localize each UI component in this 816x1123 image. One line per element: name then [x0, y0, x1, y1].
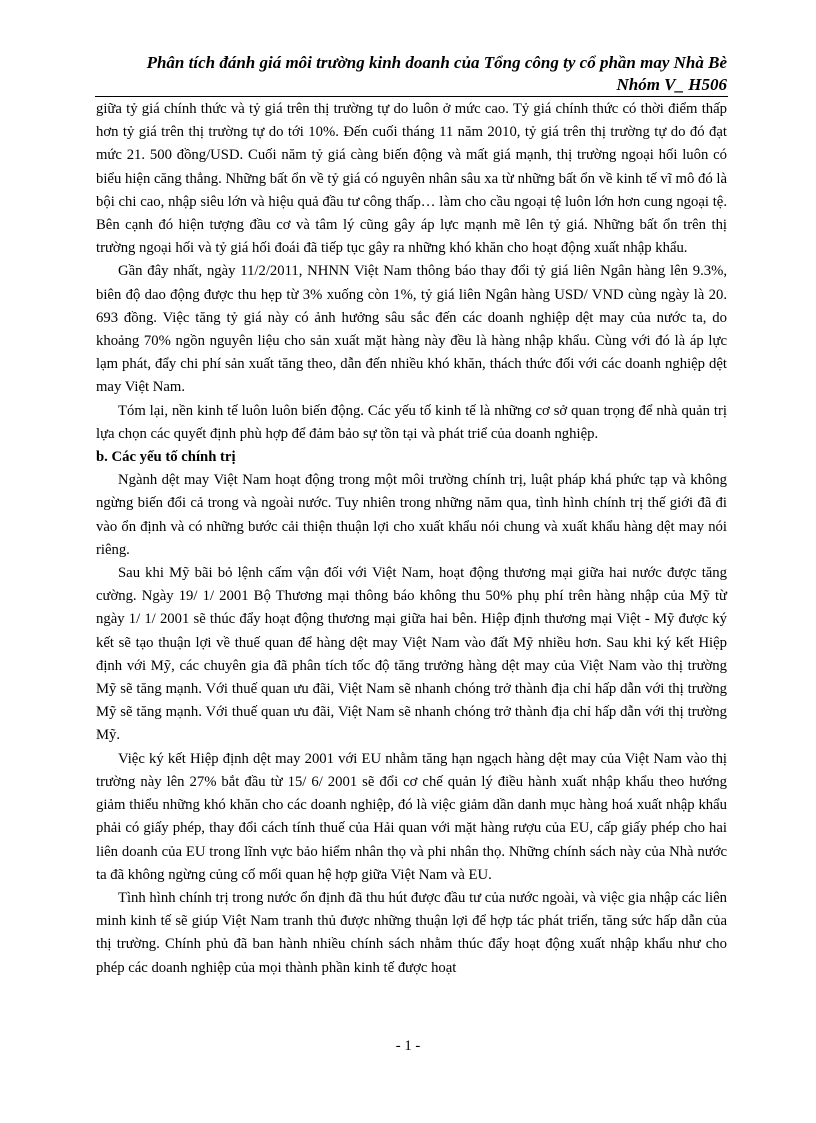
page-header: [96, 52, 727, 96]
header-group: Nhóm V_ H506: [616, 75, 727, 94]
section-heading-politics: b. Các yếu tố chính trị: [96, 449, 236, 466]
header-rule: [95, 96, 728, 97]
paragraph-domestic-politics: Tình hình chính trị trong nước ổn định đã thu hút được đầu tư của nước ngoài, và việc gia nhập các liên minh kinh tế sẽ giúp Việt Nam tranh thủ được những thuận lợi để hợp tác phát triển, tăng sức hấp dẫn của thị trường. Chính phủ đã ban hành nhiều chính sách nhằm thúc đẩy hoạt động xuất nhập khẩu như cho phép các doanh nghiệp của mọi thành phần kinh tế được hoạt: [96, 889, 727, 976]
paragraph-summary: Tóm lại, nền kinh tế luôn luôn biến động. Các yếu tố kinh tế là những cơ sở quan trọng để nhà quản trị lựa chọn các quyết định phù hợp để đảm bảo sự tồn tại và phát triể của doanh nghiệp.: [96, 402, 727, 442]
header-title: Phân tích đánh giá môi trường kinh doanh của Tổng công ty cổ phần may Nhà Bè: [146, 53, 727, 72]
paragraph-eu-agreement: Việc ký kết Hiệp định dệt may 2001 với EU nhằm tăng hạn ngạch hàng dệt may của Việt Nam vào thị trường này lên 27% bắt đầu từ 15/ 6/ 2001 sẽ đổi cơ chế quản lý điều hành xuất nhập khẩu theo hướng giảm thiểu những khó khăn cho các doanh nghiệp, đó là việc giảm dần danh mục hàng hoá xuất nhập khẩu phải có giấy phép, thay đổi cách tính thuế của Hải quan với mặt hàng rượu của EU, cấp giấy phép cho hai liên doanh của EU trong lĩnh vực bảo hiểm nhân thọ và phi nhân thọ. Những chính sách này của Nhà nước ta đã không ngừng củng cố mối quan hệ hợp giữa Việt Nam và EU.: [96, 750, 727, 883]
document-body: [96, 98, 727, 980]
page-number: - 1 -: [395, 1038, 421, 1054]
paragraph-us-trade: Sau khi Mỹ bãi bỏ lệnh cấm vận đối với Việt Nam, hoạt động thương mại giữa hai nước được tăng cường. Ngày 19/ 1/ 2001 Bộ Thương mại thông báo không thu 50% phụ phí trên hàng nhập của Mỹ từ ngày 1/ 1/ 2001 sẽ thúc đẩy hoạt động thương mại giữa hai bên. Hiệp định thương mại Việt - Mỹ được ký kết sẽ tạo thuận lợi về thuế quan để hàng dệt may Việt Nam vào đất Mỹ nhiều hơn. Sau khi ký kết Hiệp định với Mỹ, các chuyên gia đã phân tích tốc độ tăng trưởng hàng dệt may của Việt Nam vào thị trường Mỹ sẽ tăng mạnh. Với thuế quan ưu đãi, Việt Nam sẽ nhanh chóng trở thành địa chỉ hấp dẫn với thị trường Mỹ sẽ tăng mạnh. Với thuế quan ưu đãi, Việt Nam sẽ nhanh chóng trở thành địa chỉ hấp dẫn với thị trường Mỹ.: [96, 565, 727, 744]
paragraph-politics-intro: Ngành dệt may Việt Nam hoạt động trong một môi trường chính trị, luật pháp khá phức tạp và không ngừng biến đổi cả trong và ngoài nước. Tuy nhiên trong những năm qua, tình hình chính trị thế giới đã đi vào ổn định và có những bước cải thiện thuận lợi cho xuất khẩu nói chung và xuất khẩu hàng dệt may nói riêng.: [96, 472, 727, 558]
paragraph-exchange-rate: giữa tỷ giá chính thức và tỷ giá trên thị trường tự do luôn ở mức cao. Tỷ giá chính thức có thời điểm thấp hơn tỷ giá trên thị trường tự do tới 10%. Đến cuối tháng 11 năm 2010, tỷ giá trên thị trường tự do đó đạt mức 21. 500 đồng/USD. Cuối năm tỷ giá càng biến động và mất giá mạnh, thị trường ngoại hối luôn có biểu hiện căng thẳng. Những bất ổn về tỷ giá có nguyên nhân sâu xa từ những bất ổn về kinh tế vĩ mô đó là bội chi cao, nhập siêu lớn và hiệu quả đầu tư công thấp… làm cho cầu ngoại tệ luôn lớn hơn cung ngoại tệ. Bên cạnh đó hiện tượng đầu cơ và tâm lý cũng gây áp lực mạnh mẽ lên tỷ giá. Những bất ổn trên thị trường ngoại hối và tỷ giá hối đoái đã tiếp tục gây ra những khó khăn cho hoạt động xuất nhập khẩu.: [96, 101, 727, 257]
paragraph-nhnn: Gần đây nhất, ngày 11/2/2011, NHNN Việt Nam thông báo thay đổi tỷ giá liên Ngân hàng lên 9.3%, biên độ dao động được thu hẹp từ 3% xuống còn 1%, tỷ giá liên Ngân hàng USD/ VND cùng ngày là 20. 693 đồng. Việc tăng tỷ giá này có ảnh hưởng sâu sắc đến các doanh nghiệp dệt may của nước ta, do khoảng 70% ngồn nguyên liệu cho sản xuất mặt hàng này đều là hàng nhập khẩu. Cùng với đó là áp lực lạm phát, đẩy chi phí sản xuất tăng theo, dẫn đến nhiều khó khăn, thách thức đối với các doanh nghiệp dệt may Việt Nam.: [96, 263, 727, 396]
